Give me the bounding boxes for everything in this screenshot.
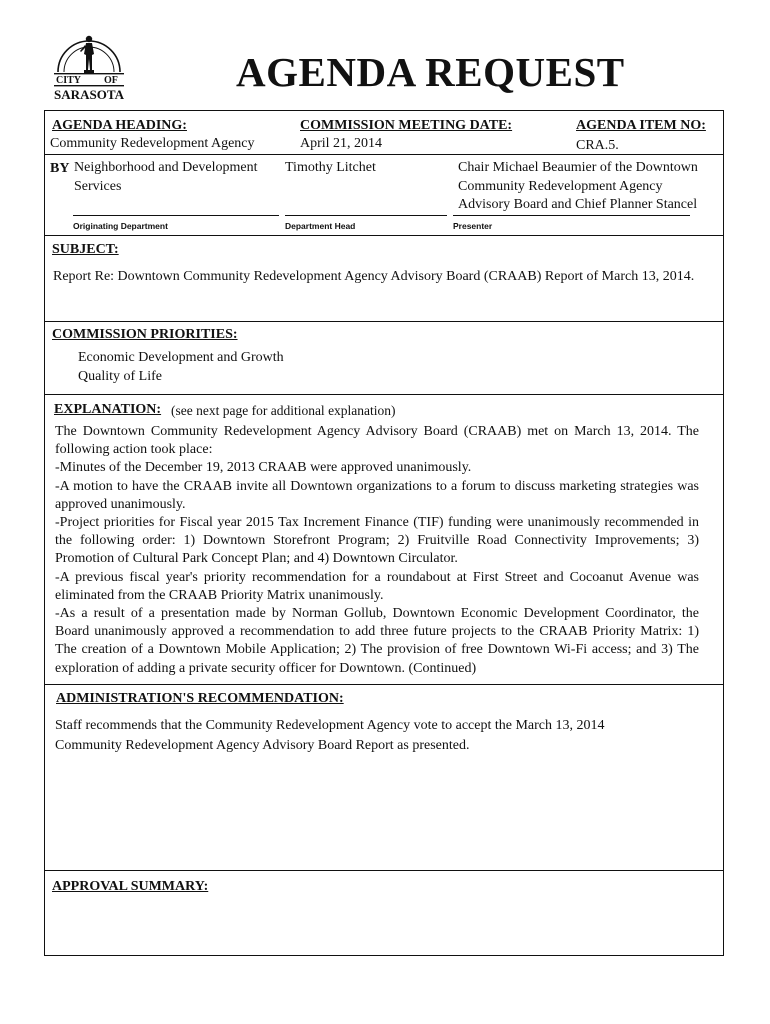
department-head-value: Timothy Litchet xyxy=(285,160,376,175)
presenter-line xyxy=(453,215,690,216)
explanation-paragraph: -A previous fiscal year's priority recommendation for a roundabout at First Street and Cocoanut Avenue was eliminated from the CRAAB Priority Matrix unanimously. xyxy=(55,569,699,603)
agenda-item-no-value: CRA.5. xyxy=(576,138,619,153)
presenter-caption: Presenter xyxy=(453,221,493,231)
originating-department-caption: Originating Department xyxy=(73,221,168,231)
explanation-text xyxy=(55,423,699,678)
agenda-heading-value: Community Redevelopment Agency xyxy=(50,136,255,151)
explanation-paragraph: -A motion to have the CRAAB invite all Downtown organizations to a forum to discuss marketing strategies was approved unanimously. xyxy=(55,478,699,512)
recommendation-label: ADMINISTRATION'S RECOMMENDATION: xyxy=(56,691,344,706)
divider xyxy=(45,394,723,395)
explanation-note: (see next page for additional explanation) xyxy=(171,403,396,418)
agenda-heading-label: AGENDA HEADING: xyxy=(52,118,187,133)
agenda-item-no-label: AGENDA ITEM NO: xyxy=(576,118,706,133)
explanation-paragraph: -Project priorities for Fiscal year 2015 Tax Increment Finance (TIF) funding were unanimously recommended in the following order: 1) Downtown Storefront Program; 2) Fruitville Road Connectivity Improvements; 3) Promotion of Cultural Park Concept Plan; and 4) Downtown Circulator. xyxy=(55,515,699,567)
department-head-caption: Department Head xyxy=(285,221,356,231)
by-label: BY xyxy=(50,161,70,176)
subject-label: SUBJECT: xyxy=(52,242,119,257)
explanation-paragraph: The Downtown Community Redevelopment Agency Advisory Board (CRAAB) met on March 13, 2014. The following action took place: xyxy=(55,424,699,458)
recommendation-text: Staff recommends that the Community Redevelopment Agency vote to accept the March 13, 2014 Community Redevelopment Agency Advisory Board Report as presented. xyxy=(55,718,605,753)
divider xyxy=(45,235,723,236)
priority-item: Quality of Life xyxy=(78,369,162,384)
divider xyxy=(45,321,723,322)
divider xyxy=(45,154,723,155)
divider xyxy=(45,870,723,871)
page-title: AGENDA REQUEST xyxy=(236,49,625,95)
explanation-paragraph: -Minutes of the December 19, 2013 CRAAB were approved unanimously. xyxy=(55,460,472,476)
originating-department-value: Neighborhood and Development Services xyxy=(74,160,258,194)
city-of-sarasota-logo-icon xyxy=(48,24,130,106)
meeting-date-value: April 21, 2014 xyxy=(300,136,383,151)
logo-city-text: CITY xyxy=(56,75,82,86)
priority-item: Economic Development and Growth xyxy=(78,350,284,365)
commission-priorities-list xyxy=(78,348,284,386)
approval-summary-label: APPROVAL SUMMARY: xyxy=(52,879,209,894)
agenda-form xyxy=(44,110,724,956)
commission-priorities-label: COMMISSION PRIORITIES: xyxy=(52,327,238,342)
explanation-paragraph: -As a result of a presentation made by Norman Gollub, Downtown Economic Development Coordinator, the Board unanimously approved a recommendation to add three future projects to the CRAAB Priority Matrix: 1) The creation of a Downtown Mobile Application; 2) The provision of free Downtown Wi-Fi access; and 3) The exploration of adding a private security officer for Downtown. (Continued) xyxy=(55,606,699,676)
divider xyxy=(45,684,723,685)
subject-text: Report Re: Downtown Community Redevelopment Agency Advisory Board (CRAAB) Report of March 13, 2014. xyxy=(53,269,695,284)
department-head-line xyxy=(285,215,447,216)
logo-sarasota-text: SARASOTA xyxy=(54,87,125,102)
explanation-label: EXPLANATION: xyxy=(54,402,162,417)
presenter-value: Chair Michael Beaumier of the Downtown Community Redevelopment Agency Advisory Board and Chief Planner Stancel xyxy=(458,160,698,212)
meeting-date-label: COMMISSION MEETING DATE: xyxy=(300,118,513,133)
city-of-sarasota-logo xyxy=(48,24,130,106)
originating-department-line xyxy=(73,215,279,216)
logo-of-text: OF xyxy=(104,75,118,86)
